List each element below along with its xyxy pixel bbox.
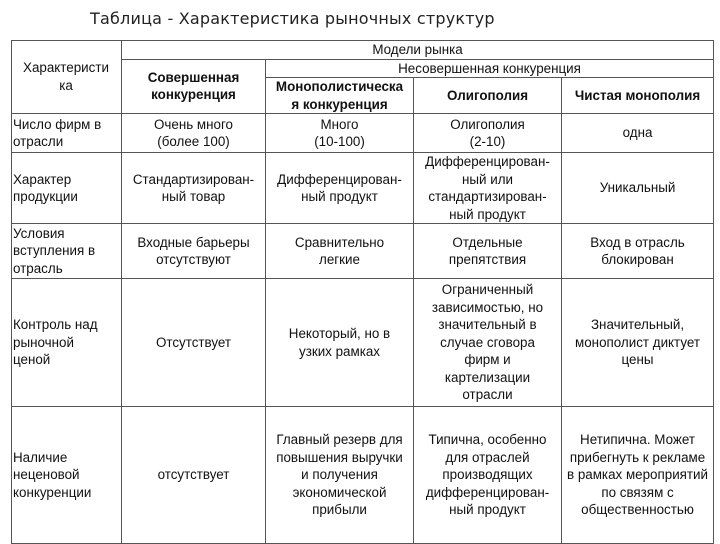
col-header-monopolistic: Монополистическа я конкуренция — [266, 78, 414, 114]
table-cell: Много (10-100) — [266, 114, 414, 153]
table-cell: Значительный, монополист диктует цены — [562, 279, 714, 407]
table-row — [12, 279, 714, 407]
table-caption: Таблица - Характеристика рыночных структур — [90, 9, 495, 28]
models-header: Модели рынка — [122, 41, 714, 60]
table-cell: отсутствует — [122, 407, 266, 544]
table-cell: Главный резерв для повышения выручки и получения экономической прибыли — [266, 407, 414, 544]
table-cell: Дифференцирован- ный продукт — [266, 153, 414, 224]
table-cell: Олигополия (2-10) — [414, 114, 562, 153]
row-label-price-control: Контроль над рыночной ценой — [12, 279, 122, 407]
table-cell: Дифференцирован- ный или стандартизирован- ный продукт — [414, 153, 562, 224]
corner-header: Характеристи ка — [12, 41, 122, 114]
table-cell: Ограниченный зависимостью, но значительный в случае сговора фирм и картелизации отрасли — [414, 279, 562, 407]
table-row — [12, 224, 714, 279]
table-cell: Типична, особенно для отраслей производящих дифференцирован- ный продукт — [414, 407, 562, 544]
row-label-entry: Условия вступления в отрасль — [12, 224, 122, 279]
table-cell: Уникальный — [562, 153, 714, 224]
table-cell: Входные барьеры отсутствуют — [122, 224, 266, 279]
row-label-firms: Число фирм в отрасли — [12, 114, 122, 153]
row-label-nonprice: Наличие неценовой конкуренции — [12, 407, 122, 544]
table-cell: Вход в отрасль блокирован — [562, 224, 714, 279]
table-cell: Очень много (более 100) — [122, 114, 266, 153]
row-label-product: Характер продукции — [12, 153, 122, 224]
table-cell: Стандартизирован- ный товар — [122, 153, 266, 224]
table-cell: Некоторый, но в узких рамках — [266, 279, 414, 407]
col-header-oligopoly: Олигополия — [414, 78, 562, 114]
table-cell: Нетипична. Может прибегнуть к рекламе в рамках мероприятий по связям с общественностью — [562, 407, 714, 544]
table-cell: Сравнительно легкие — [266, 224, 414, 279]
market-structures-table — [11, 40, 714, 544]
table-cell: Отдельные препятствия — [414, 224, 562, 279]
col-header-perfect: Совершенная конкуренция — [122, 59, 266, 114]
table-cell: Отсутствует — [122, 279, 266, 407]
table-row — [12, 114, 714, 153]
table-row — [12, 153, 714, 224]
imperfect-header: Несовершенная конкуренция — [266, 59, 714, 78]
table-row — [12, 407, 714, 544]
table-cell: одна — [562, 114, 714, 153]
col-header-monopoly: Чистая монополия — [562, 78, 714, 114]
